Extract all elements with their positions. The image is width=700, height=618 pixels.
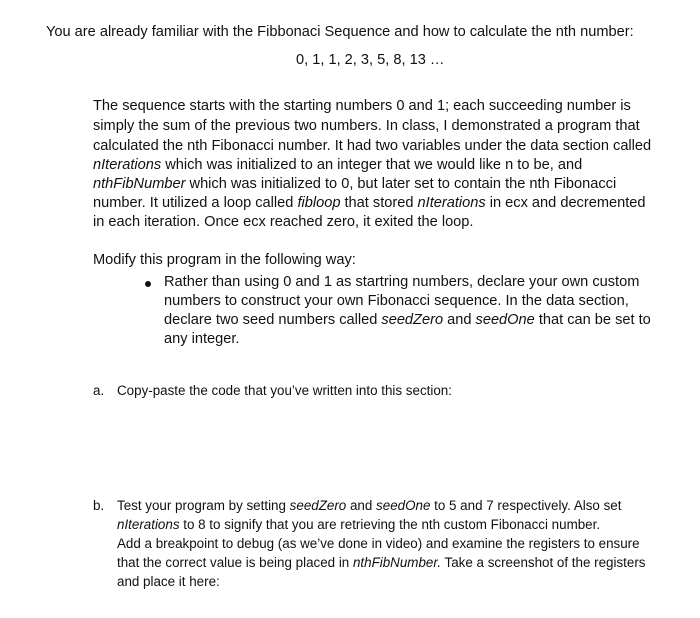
variable-name: nIterations [117,517,180,532]
item-b-line [117,496,621,516]
fibonacci-sequence: 0, 1, 1, 2, 3, 5, 8, 13 … [296,52,445,68]
variable-name: seedOne [376,498,431,513]
bullet-line: Rather than using 0 and 1 as startring numbers, declare your own custom [164,274,640,290]
paragraph-text: number. It utilized a loop called [93,195,298,211]
variable-name: nIterations [417,195,486,211]
item-b-line: and place it here: [117,574,220,589]
loop-name: fibloop [297,195,341,211]
paragraph-text: that stored [340,195,418,211]
intro-text: You are already familiar with the Fibbonaci Sequence and how to calculate the nth number: [46,24,634,40]
item-b-line [117,553,646,573]
bullet-text: and [443,312,476,328]
paragraph-line: in each iteration. Once ecx reached zero, it exited the loop. [93,214,474,230]
item-b-line: Add a breakpoint to debug (as we’ve done in video) and examine the registers to ensure [117,536,640,551]
variable-name: seedZero [381,312,444,328]
bullet-text: that can be set to [534,312,651,328]
item-b-fragment: Test your program by setting [117,498,290,513]
paragraph-text: which was initialized to 0, but later set to contain the nth Fibonacci [185,176,617,192]
variable-name: seedZero [289,498,347,513]
bullet-line: any integer. [164,331,240,347]
variable-name: nIterations [93,157,162,173]
bullet-text: declare two seed numbers called [164,312,382,328]
variable-name: nthFibNumber [93,176,186,192]
paragraph-line [93,155,582,175]
bullet-line [164,310,651,330]
paragraph-text: in ecx and decremented [485,195,646,211]
paragraph-line: calculated the nth Fibonacci number. It had two variables under the data section called [93,138,652,154]
bullet-icon [145,281,151,287]
item-b-marker: b. [93,498,105,513]
paragraph-line: The sequence starts with the starting numbers 0 and 1; each succeeding number is [93,98,631,114]
item-b-line [117,515,600,535]
item-a-text: Copy-paste the code that you’ve written into this section: [117,383,452,398]
variable-name: nthFibNumber. [352,555,442,570]
variable-name: seedOne [475,312,535,328]
paragraph-line: simply the sum of the previous two numbers. In class, I demonstrated a program that [93,118,640,134]
modify-heading: Modify this program in the following way: [93,252,356,268]
bullet-line: numbers to construct your own Fibonacci sequence. In the data section, [164,293,629,309]
item-b-fragment: and [346,498,377,513]
paragraph-line [93,174,616,194]
item-b-fragment: that the correct value is being placed in [117,555,353,570]
item-b-fragment: to 5 and 7 respectively. Also set [430,498,622,513]
paragraph-text: which was initialized to an integer that we would like n to be, and [161,157,583,173]
item-b-fragment: to 8 to signify that you are retrieving the nth custom Fibonacci number. [179,517,601,532]
item-b-fragment: Take a screenshot of the registers [441,555,646,570]
paragraph-line [93,193,646,213]
item-a-marker: a. [93,383,105,398]
